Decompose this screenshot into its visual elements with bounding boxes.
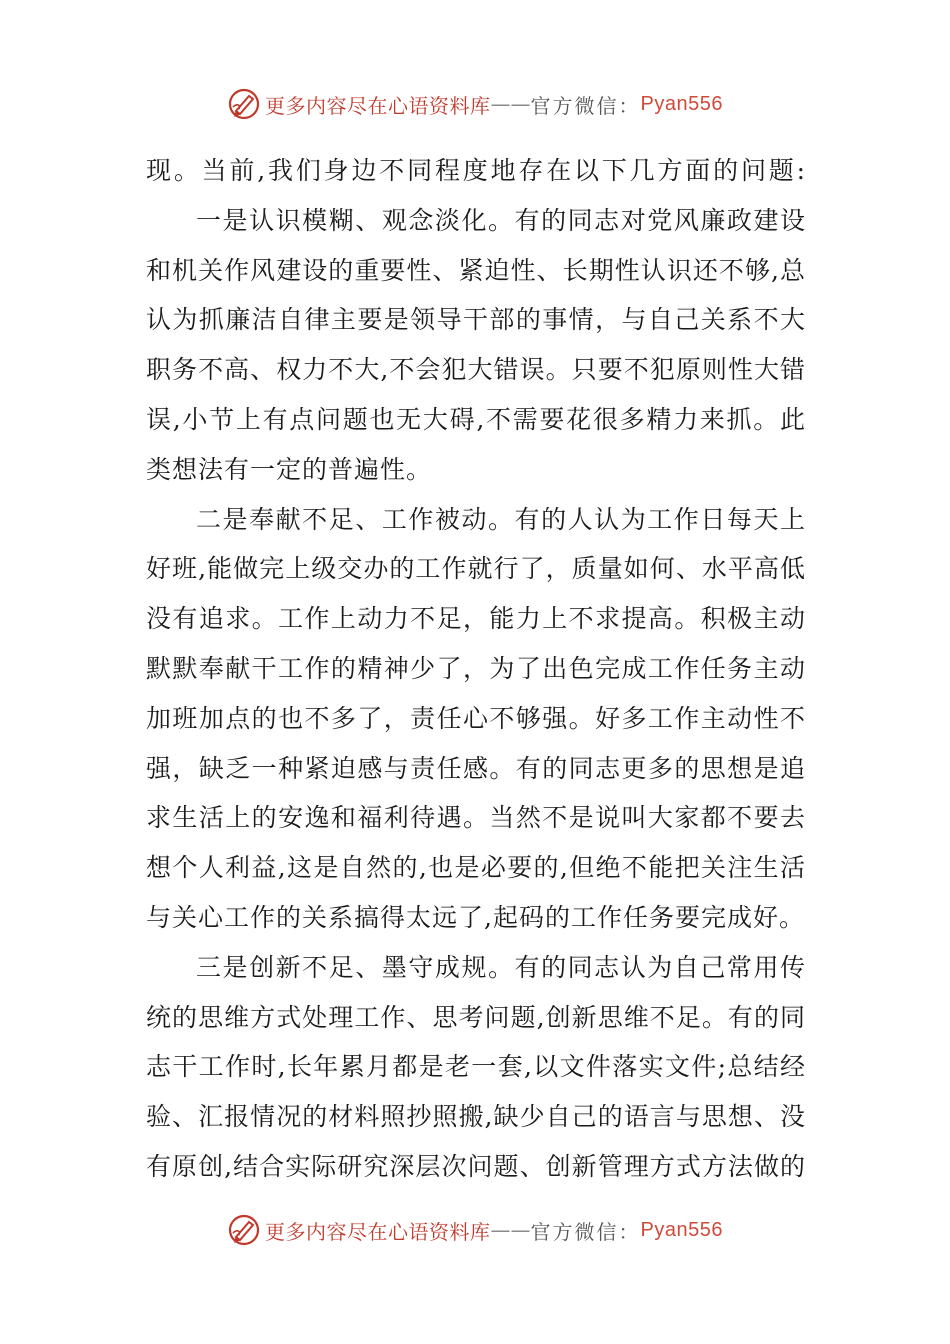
banner-text: 更多内容尽在心语资料库 xyxy=(265,93,491,118)
official-wechat-label: 官方微信： xyxy=(530,93,641,118)
text-line: 好班,能做完上级交办的工作就行了，质量如何、水平高低 xyxy=(146,554,806,584)
paragraph-end-line: 与关心工作的关系搞得太远了,起码的工作任务要完成好。 xyxy=(146,902,805,932)
banner-text: 更多内容尽在心语资料库 xyxy=(265,1219,491,1244)
pen-logo-icon xyxy=(227,1213,261,1247)
banner-dash: —— xyxy=(490,92,531,116)
paragraph-start-line: 二是奉献不足、工作被动。有的人认为工作日每天上 xyxy=(196,504,806,534)
text-line: 求生活上的安逸和福利待遇。当然不是说叫大家都不要去 xyxy=(146,803,806,833)
text-line: 统的思维方式处理工作、思考问题,创新思维不足。有的同 xyxy=(146,1002,806,1032)
paragraph-start-line: 一是认识模糊、观念淡化。有的同志对党风廉政建设 xyxy=(196,205,806,235)
text-line: 认为抓廉洁自律主要是领导干部的事情，与自己关系不大 xyxy=(146,305,806,335)
text-line: 误,小节上有点问题也无大碍,不需要花很多精力来抓。此 xyxy=(146,404,806,434)
text-line: 现。当前,我们身边不同程度地存在以下几方面的问题: xyxy=(146,156,806,185)
text-line: 职务不高、权力不大,不会犯大错误。只要不犯原则性大错 xyxy=(146,355,806,385)
wechat-id: Pyan556 xyxy=(640,92,723,115)
text-line: 默默奉献干工作的精神少了，为了出色完成工作任务主动 xyxy=(146,653,806,683)
text-line: 验、汇报情况的材料照抄照搬,缺少自己的语言与思想、没 xyxy=(146,1102,806,1132)
text-line: 有原创,结合实际研究深层次问题、创新管理方式方法做的 xyxy=(146,1151,806,1181)
paragraph-start-line: 三是创新不足、墨守成规。有的同志认为自己常用传 xyxy=(196,952,806,982)
document-body xyxy=(146,146,806,1192)
header-banner xyxy=(0,84,950,124)
text-line: 加班加点的也不多了，责任心不够强。好多工作主动性不 xyxy=(146,703,806,733)
text-line: 想个人利益,这是自然的,也是必要的,但绝不能把关注生活 xyxy=(146,853,806,883)
text-line: 没有追求。工作上动力不足，能力上不求提高。积极主动 xyxy=(146,604,806,634)
text-line: 强，缺乏一种紧迫感与责任感。有的同志更多的思想是追 xyxy=(146,753,806,783)
text-line: 志干工作时,长年累月都是老一套,以文件落实文件;总结经 xyxy=(146,1052,806,1082)
banner-dash: —— xyxy=(490,1218,531,1242)
text-line: 和机关作风建设的重要性、紧迫性、长期性认识还不够,总 xyxy=(146,255,806,285)
wechat-id: Pyan556 xyxy=(640,1218,723,1241)
paragraph-end-line: 类想法有一定的普遍性。 xyxy=(146,454,433,484)
official-wechat-label: 官方微信： xyxy=(530,1219,641,1244)
pen-logo-icon xyxy=(227,87,261,121)
footer-banner xyxy=(0,1210,950,1250)
